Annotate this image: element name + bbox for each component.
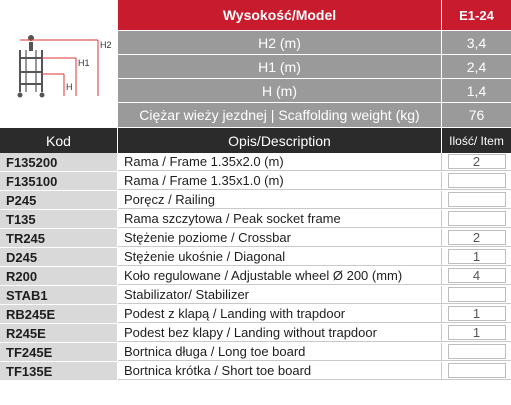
- spec-header-row: [118, 0, 511, 31]
- part-quantity-cell: [442, 305, 511, 323]
- table-row: [0, 305, 511, 324]
- table-row: [0, 210, 511, 229]
- spec-row: [118, 55, 511, 79]
- part-quantity: [448, 211, 506, 226]
- table-row: [0, 267, 511, 286]
- part-quantity-cell: [442, 210, 511, 228]
- part-code: T135: [0, 210, 118, 228]
- part-quantity-cell: [442, 343, 511, 361]
- table-row: [0, 324, 511, 343]
- table-row: [0, 191, 511, 210]
- part-quantity: 1: [448, 325, 506, 340]
- part-description: Rama szczytowa / Peak socket frame: [118, 210, 442, 228]
- parts-table: [0, 128, 511, 381]
- part-description: Stabilizator/ Stabilizer: [118, 286, 442, 304]
- part-description: Bortnica krótka / Short toe board: [118, 362, 442, 380]
- h1-label: H1: [78, 58, 90, 68]
- part-quantity-cell: [442, 191, 511, 209]
- part-description: Koło regulowane / Adjustable wheel Ø 200 (mm): [118, 267, 442, 285]
- spec-value: 1,4: [442, 79, 511, 103]
- quantity-column-header: Ilość/ Item: [449, 133, 504, 148]
- model-name: E1-24: [442, 0, 511, 31]
- part-quantity: [448, 192, 506, 207]
- table-row: [0, 286, 511, 305]
- spec-block: [0, 0, 511, 128]
- part-code: TF135E: [0, 362, 118, 380]
- part-quantity-cell: [442, 248, 511, 266]
- h-label: H: [66, 82, 73, 92]
- part-description: Podest bez klapy / Landing without trapdoor: [118, 324, 442, 342]
- part-quantity-cell: [442, 229, 511, 247]
- spec-row: [118, 79, 511, 103]
- part-quantity: [448, 173, 506, 188]
- part-quantity-cell: [442, 153, 511, 171]
- code-column-header: Kod: [0, 128, 118, 153]
- spec-row: [118, 31, 511, 55]
- table-row: [0, 343, 511, 362]
- table-row: [0, 362, 511, 381]
- scaffold-tower-icon: [0, 0, 118, 128]
- part-description: Rama / Frame 1.35x2.0 (m): [118, 153, 442, 171]
- part-quantity: [448, 287, 506, 302]
- part-code: D245: [0, 248, 118, 266]
- table-row: [0, 248, 511, 267]
- part-quantity: [448, 363, 506, 378]
- spec-label: Ciężar wieży jezdnej | Scaffolding weight (kg): [118, 103, 442, 128]
- parts-header-row: [0, 128, 511, 153]
- spec-label: H (m): [118, 79, 442, 103]
- part-quantity-cell: [442, 172, 511, 190]
- part-code: TF245E: [0, 343, 118, 361]
- table-row: [0, 172, 511, 191]
- part-description: Rama / Frame 1.35x1.0 (m): [118, 172, 442, 190]
- part-quantity: 2: [448, 154, 506, 169]
- spec-value: 2,4: [442, 55, 511, 79]
- part-code: F135200: [0, 153, 118, 171]
- table-row: [0, 229, 511, 248]
- spec-value: 3,4: [442, 31, 511, 55]
- part-code: P245: [0, 191, 118, 209]
- part-code: RB245E: [0, 305, 118, 323]
- spec-table: [118, 0, 511, 128]
- part-quantity-cell: [442, 362, 511, 380]
- part-quantity-cell: [442, 324, 511, 342]
- spec-row: [118, 103, 511, 128]
- part-quantity: 4: [448, 268, 506, 283]
- part-description: Stężenie poziome / Crossbar: [118, 229, 442, 247]
- spec-value: 76: [442, 103, 511, 128]
- part-description: Stężenie ukośnie / Diagonal: [118, 248, 442, 266]
- part-quantity-cell: [442, 267, 511, 285]
- part-quantity-cell: [442, 286, 511, 304]
- part-code: R200: [0, 267, 118, 285]
- description-column-header: Opis/Description: [118, 128, 442, 153]
- h2-label: H2: [100, 40, 112, 50]
- part-code: R245E: [0, 324, 118, 342]
- part-description: Poręcz / Railing: [118, 191, 442, 209]
- scaffold-diagram: [0, 0, 118, 128]
- part-quantity: 1: [448, 306, 506, 321]
- height-model-label: Wysokość/Model: [118, 0, 442, 31]
- part-description: Bortnica długa / Long toe board: [118, 343, 442, 361]
- part-code: STAB1: [0, 286, 118, 304]
- part-quantity: 2: [448, 230, 506, 245]
- part-quantity: 1: [448, 249, 506, 264]
- spec-label: H2 (m): [118, 31, 442, 55]
- part-quantity: [448, 344, 506, 359]
- spec-label: H1 (m): [118, 55, 442, 79]
- part-description: Podest z klapą / Landing with trapdoor: [118, 305, 442, 323]
- table-row: [0, 153, 511, 172]
- part-code: TR245: [0, 229, 118, 247]
- part-code: F135100: [0, 172, 118, 190]
